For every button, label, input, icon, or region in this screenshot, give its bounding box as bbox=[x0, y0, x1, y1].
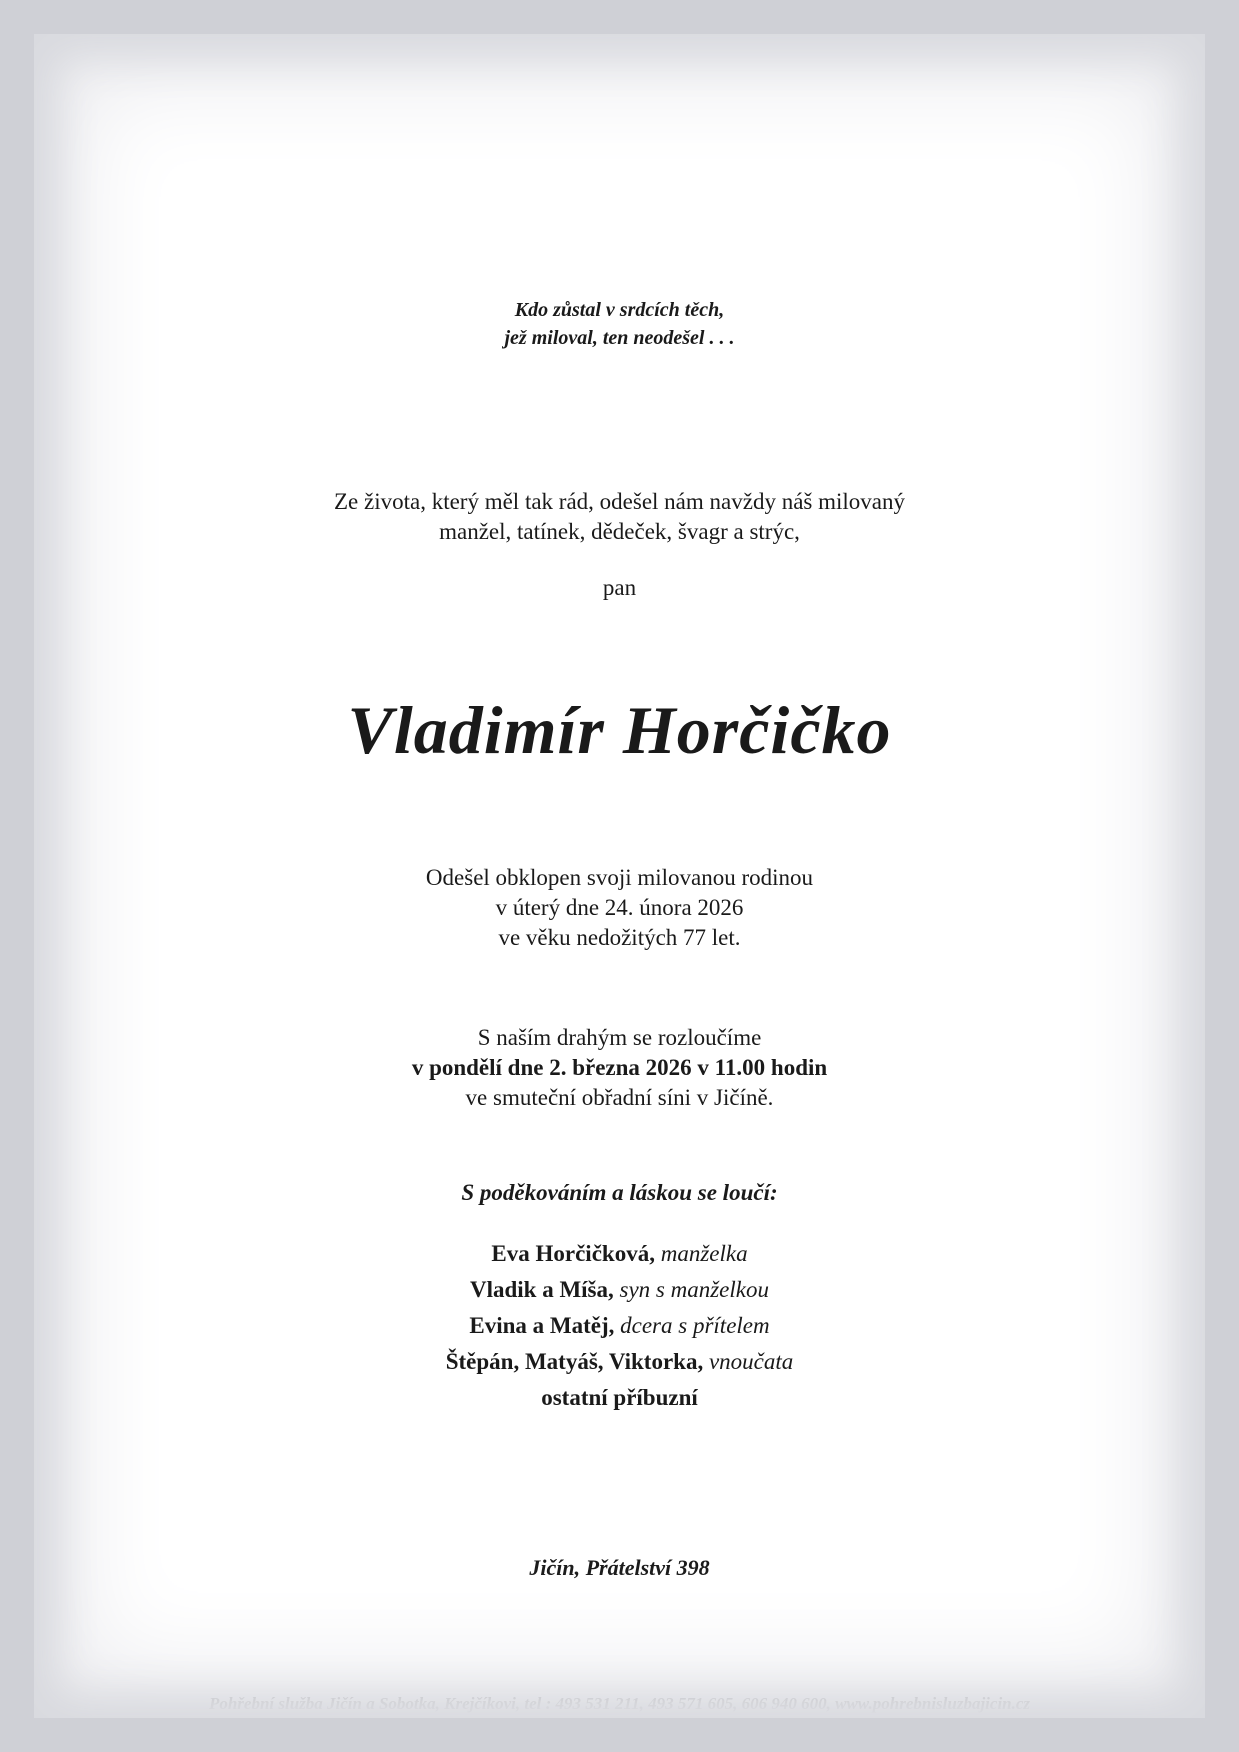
honorific: pan bbox=[602, 575, 637, 600]
mourner-row bbox=[0, 1344, 1239, 1380]
motto-line-1: Kdo zůstal v srdcích těch, bbox=[514, 299, 725, 321]
intro-line-1: Ze života, který měl tak rád, odešel nám navždy náš milovaný bbox=[334, 489, 905, 514]
home-address: Jičín, Přátelství 398 bbox=[529, 1555, 710, 1580]
farewell-ceremony bbox=[0, 1023, 1239, 1113]
motto bbox=[0, 296, 1239, 352]
death-notice bbox=[0, 863, 1239, 953]
mourner-row bbox=[0, 1236, 1239, 1272]
deceased-name: Vladimír Horčičko bbox=[347, 692, 892, 768]
death-line-2: v úterý dne 24. února 2026 bbox=[495, 895, 744, 920]
mourner-row bbox=[0, 1308, 1239, 1344]
mourner-relation: syn s manželkou bbox=[619, 1277, 769, 1302]
mourner-relation: manželka bbox=[660, 1241, 748, 1266]
farewell-place: ve smuteční obřadní síni v Jičíně. bbox=[465, 1085, 774, 1110]
mourners-list bbox=[0, 1236, 1239, 1416]
intro-text bbox=[0, 487, 1239, 547]
mourner-names: Eva Horčičková, bbox=[491, 1241, 655, 1266]
death-line-1: Odešel obklopen svoji milovanou rodinou bbox=[425, 865, 814, 890]
intro-line-2: manžel, tatínek, dědeček, švagr a strýc, bbox=[439, 519, 800, 544]
mourner-names: Vladik a Míša, bbox=[469, 1277, 614, 1302]
other-relatives: ostatní příbuzní bbox=[541, 1385, 698, 1410]
farewell-line-1: S naším drahým se rozloučíme bbox=[477, 1025, 762, 1050]
mourner-names: Evina a Matěj, bbox=[469, 1313, 615, 1338]
farewell-date-time: v pondělí dne 2. března 2026 v 11.00 hodin bbox=[411, 1055, 828, 1080]
death-line-3: ve věku nedožitých 77 let. bbox=[498, 925, 741, 950]
thanks-heading: S poděkováním a láskou se loučí: bbox=[461, 1180, 778, 1205]
mourner-names: Štěpán, Matyáš, Viktorka, bbox=[445, 1349, 704, 1374]
motto-line-2: jež miloval, ten neodešel . . . bbox=[504, 327, 735, 349]
mourner-relation: vnoučata bbox=[708, 1349, 794, 1374]
mourner-relation: dcera s přítelem bbox=[620, 1313, 770, 1338]
funeral-service-footer: Pohřební služba Jičín a Sobotka, Krejčíkovi, tel : 493 531 211, 493 571 605, 606 940 600, www.pohrebnisluzbajicin.cz bbox=[208, 1694, 1031, 1713]
mourner-row bbox=[0, 1272, 1239, 1308]
